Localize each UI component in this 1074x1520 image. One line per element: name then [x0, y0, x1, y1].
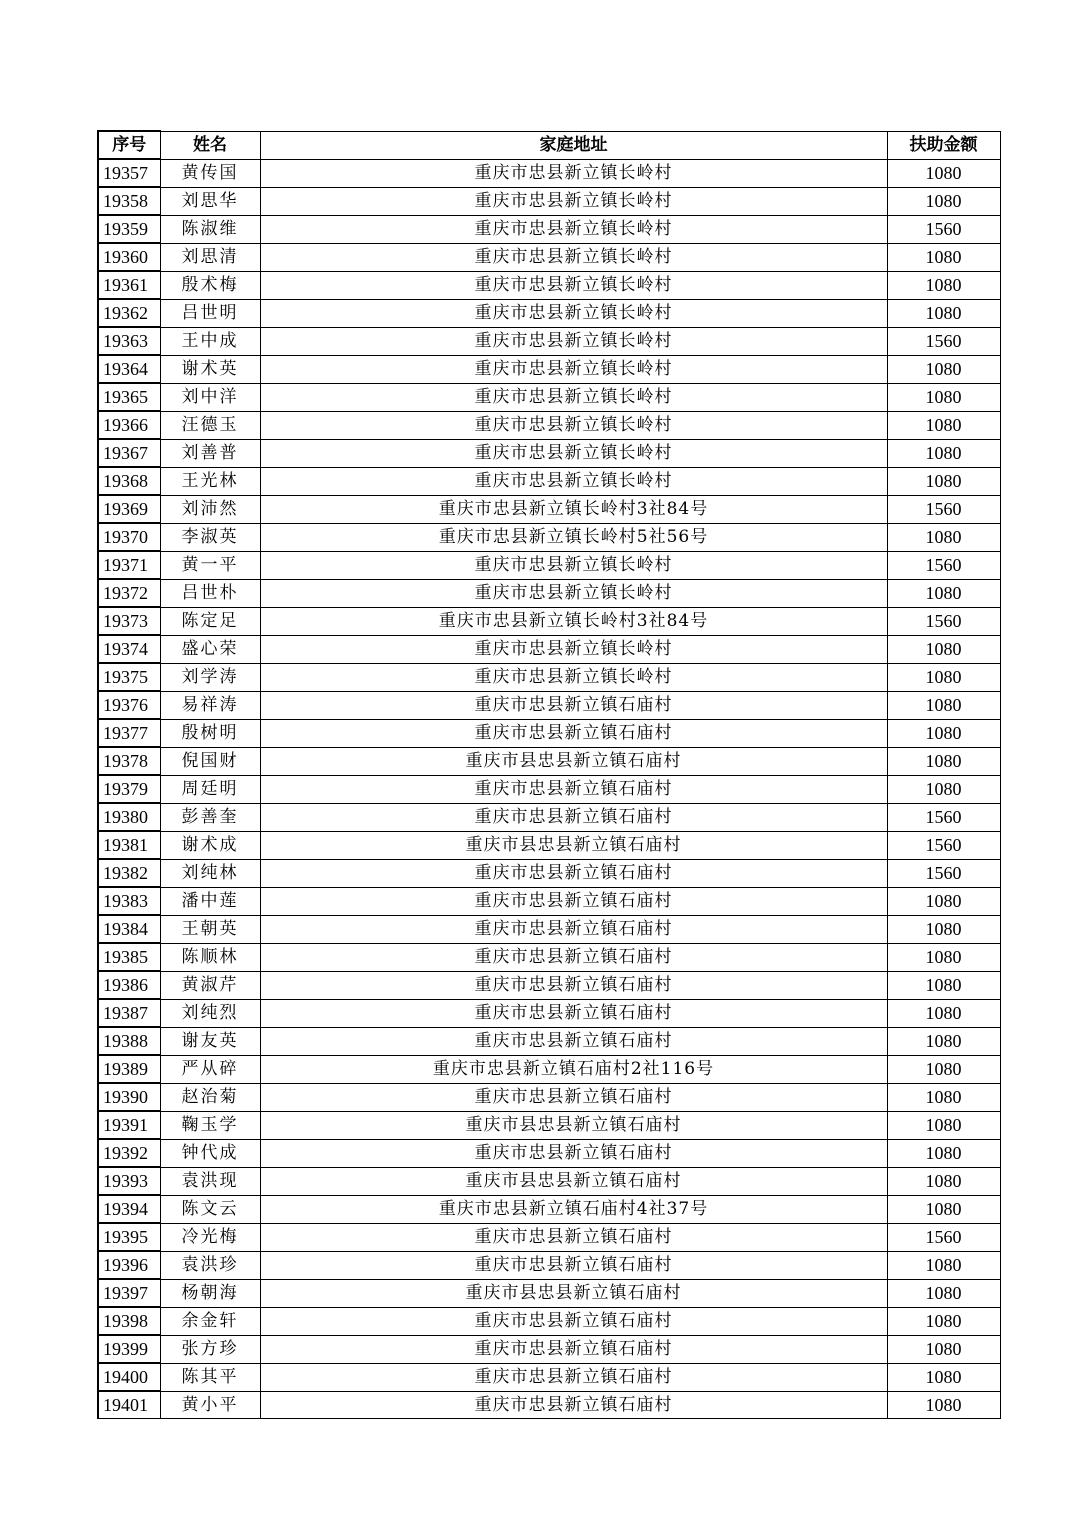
cell-address: 重庆市忠县新立镇长岭村	[260, 551, 887, 579]
cell-no: 19396	[98, 1251, 160, 1279]
header-address: 家庭地址	[260, 131, 887, 159]
cell-amount: 1080	[887, 915, 1000, 943]
table-row	[98, 1055, 1000, 1083]
cell-name: 谢友英	[160, 1027, 260, 1055]
cell-amount: 1080	[887, 1279, 1000, 1307]
cell-name: 严从碎	[160, 1055, 260, 1083]
cell-no: 19385	[98, 943, 160, 971]
cell-name: 王中成	[160, 327, 260, 355]
cell-name: 杨朝海	[160, 1279, 260, 1307]
cell-address: 重庆市县忠县新立镇石庙村	[260, 831, 887, 859]
cell-name: 彭善奎	[160, 803, 260, 831]
cell-name: 袁洪现	[160, 1167, 260, 1195]
cell-no: 19390	[98, 1083, 160, 1111]
cell-no: 19369	[98, 495, 160, 523]
cell-no: 19377	[98, 719, 160, 747]
cell-name: 黄淑芹	[160, 971, 260, 999]
table-row	[98, 971, 1000, 999]
cell-name: 袁洪珍	[160, 1251, 260, 1279]
cell-address: 重庆市忠县新立镇石庙村	[260, 1139, 887, 1167]
cell-amount: 1080	[887, 439, 1000, 467]
cell-name: 刘中洋	[160, 383, 260, 411]
cell-address: 重庆市忠县新立镇石庙村	[260, 1251, 887, 1279]
cell-name: 倪国财	[160, 747, 260, 775]
table-row	[98, 439, 1000, 467]
cell-name: 黄传国	[160, 159, 260, 187]
table-row	[98, 579, 1000, 607]
cell-no: 19363	[98, 327, 160, 355]
table-row	[98, 943, 1000, 971]
cell-address: 重庆市忠县新立镇长岭村3社84号	[260, 607, 887, 635]
cell-address: 重庆市忠县新立镇长岭村	[260, 159, 887, 187]
cell-amount: 1080	[887, 1139, 1000, 1167]
cell-no: 19400	[98, 1363, 160, 1391]
cell-name: 张方珍	[160, 1335, 260, 1363]
cell-amount: 1080	[887, 187, 1000, 215]
cell-address: 重庆市忠县新立镇石庙村	[260, 1223, 887, 1251]
table-row	[98, 1139, 1000, 1167]
cell-amount: 1080	[887, 383, 1000, 411]
cell-address: 重庆市忠县新立镇石庙村	[260, 719, 887, 747]
table-row	[98, 1363, 1000, 1391]
cell-amount: 1080	[887, 271, 1000, 299]
cell-no: 19381	[98, 831, 160, 859]
cell-no: 19368	[98, 467, 160, 495]
cell-amount: 1080	[887, 1055, 1000, 1083]
cell-name: 赵治菊	[160, 1083, 260, 1111]
table-row	[98, 383, 1000, 411]
cell-name: 钟代成	[160, 1139, 260, 1167]
cell-name: 鞠玉学	[160, 1111, 260, 1139]
table-row	[98, 159, 1000, 187]
cell-amount: 1080	[887, 775, 1000, 803]
cell-amount: 1080	[887, 1083, 1000, 1111]
cell-name: 陈文云	[160, 1195, 260, 1223]
cell-address: 重庆市忠县新立镇长岭村	[260, 187, 887, 215]
cell-address: 重庆市忠县新立镇长岭村	[260, 411, 887, 439]
cell-name: 冷光梅	[160, 1223, 260, 1251]
cell-amount: 1080	[887, 887, 1000, 915]
cell-amount: 1560	[887, 551, 1000, 579]
cell-amount: 1080	[887, 1027, 1000, 1055]
cell-no: 19388	[98, 1027, 160, 1055]
cell-no: 19387	[98, 999, 160, 1027]
cell-no: 19394	[98, 1195, 160, 1223]
cell-name: 刘学涛	[160, 663, 260, 691]
cell-amount: 1080	[887, 1111, 1000, 1139]
cell-amount: 1080	[887, 243, 1000, 271]
cell-address: 重庆市忠县新立镇石庙村	[260, 1363, 887, 1391]
cell-no: 19370	[98, 523, 160, 551]
cell-name: 陈顺林	[160, 943, 260, 971]
cell-amount: 1080	[887, 971, 1000, 999]
cell-name: 王朝英	[160, 915, 260, 943]
cell-name: 刘纯烈	[160, 999, 260, 1027]
cell-address: 重庆市忠县新立镇石庙村	[260, 803, 887, 831]
cell-name: 吕世朴	[160, 579, 260, 607]
cell-address: 重庆市忠县新立镇石庙村	[260, 887, 887, 915]
table-row	[98, 887, 1000, 915]
cell-address: 重庆市忠县新立镇石庙村	[260, 775, 887, 803]
table-row	[98, 215, 1000, 243]
table-row	[98, 719, 1000, 747]
cell-no: 19380	[98, 803, 160, 831]
cell-address: 重庆市忠县新立镇石庙村2社116号	[260, 1055, 887, 1083]
table-row	[98, 1027, 1000, 1055]
cell-name: 王光林	[160, 467, 260, 495]
cell-amount: 1080	[887, 1363, 1000, 1391]
cell-amount: 1560	[887, 495, 1000, 523]
table-row	[98, 999, 1000, 1027]
table-row	[98, 1251, 1000, 1279]
cell-no: 19398	[98, 1307, 160, 1335]
cell-no: 19359	[98, 215, 160, 243]
cell-address: 重庆市忠县新立镇石庙村	[260, 915, 887, 943]
cell-amount: 1560	[887, 803, 1000, 831]
cell-amount: 1080	[887, 747, 1000, 775]
table-row	[98, 803, 1000, 831]
cell-no: 19364	[98, 355, 160, 383]
cell-amount: 1080	[887, 999, 1000, 1027]
cell-no: 19379	[98, 775, 160, 803]
cell-amount: 1560	[887, 831, 1000, 859]
cell-name: 刘沛然	[160, 495, 260, 523]
cell-address: 重庆市忠县新立镇长岭村	[260, 635, 887, 663]
cell-address: 重庆市忠县新立镇长岭村	[260, 383, 887, 411]
table-row	[98, 187, 1000, 215]
cell-name: 刘思华	[160, 187, 260, 215]
table-row	[98, 691, 1000, 719]
table-row	[98, 243, 1000, 271]
cell-name: 刘纯林	[160, 859, 260, 887]
cell-name: 刘善普	[160, 439, 260, 467]
cell-amount: 1560	[887, 215, 1000, 243]
header-amount: 扶助金额	[887, 131, 1000, 159]
table-row	[98, 355, 1000, 383]
cell-amount: 1080	[887, 159, 1000, 187]
cell-address: 重庆市忠县新立镇石庙村	[260, 1027, 887, 1055]
cell-address: 重庆市县忠县新立镇石庙村	[260, 1279, 887, 1307]
cell-address: 重庆市忠县新立镇石庙村	[260, 1391, 887, 1419]
cell-no: 19358	[98, 187, 160, 215]
cell-address: 重庆市县忠县新立镇石庙村	[260, 747, 887, 775]
cell-amount: 1080	[887, 1195, 1000, 1223]
cell-name: 周廷明	[160, 775, 260, 803]
cell-amount: 1080	[887, 691, 1000, 719]
cell-amount: 1080	[887, 943, 1000, 971]
cell-no: 19391	[98, 1111, 160, 1139]
cell-amount: 1080	[887, 523, 1000, 551]
table-row	[98, 635, 1000, 663]
table-row	[98, 1391, 1000, 1419]
cell-no: 19386	[98, 971, 160, 999]
cell-address: 重庆市忠县新立镇石庙村	[260, 1335, 887, 1363]
cell-no: 19395	[98, 1223, 160, 1251]
table-row	[98, 831, 1000, 859]
cell-no: 19378	[98, 747, 160, 775]
cell-name: 吕世明	[160, 299, 260, 327]
cell-amount: 1560	[887, 607, 1000, 635]
cell-address: 重庆市忠县新立镇石庙村4社37号	[260, 1195, 887, 1223]
cell-no: 19365	[98, 383, 160, 411]
table-row	[98, 1279, 1000, 1307]
table-row	[98, 1083, 1000, 1111]
cell-name: 谢术英	[160, 355, 260, 383]
cell-name: 李淑英	[160, 523, 260, 551]
cell-address: 重庆市忠县新立镇石庙村	[260, 1083, 887, 1111]
table-row	[98, 551, 1000, 579]
cell-address: 重庆市忠县新立镇长岭村	[260, 299, 887, 327]
cell-no: 19401	[98, 1391, 160, 1419]
table-row	[98, 327, 1000, 355]
table-row	[98, 467, 1000, 495]
cell-no: 19375	[98, 663, 160, 691]
cell-address: 重庆市忠县新立镇石庙村	[260, 943, 887, 971]
cell-no: 19397	[98, 1279, 160, 1307]
table-row	[98, 299, 1000, 327]
cell-address: 重庆市忠县新立镇石庙村	[260, 1307, 887, 1335]
cell-name: 黄小平	[160, 1391, 260, 1419]
cell-amount: 1080	[887, 1307, 1000, 1335]
cell-name: 陈定足	[160, 607, 260, 635]
cell-address: 重庆市忠县新立镇长岭村	[260, 243, 887, 271]
cell-no: 19384	[98, 915, 160, 943]
cell-amount: 1080	[887, 719, 1000, 747]
cell-amount: 1080	[887, 1167, 1000, 1195]
cell-address: 重庆市忠县新立镇长岭村	[260, 579, 887, 607]
table-row	[98, 663, 1000, 691]
cell-no: 19373	[98, 607, 160, 635]
cell-address: 重庆市忠县新立镇石庙村	[260, 859, 887, 887]
cell-no: 19357	[98, 159, 160, 187]
cell-no: 19360	[98, 243, 160, 271]
table-row	[98, 411, 1000, 439]
header-name: 姓名	[160, 131, 260, 159]
cell-address: 重庆市忠县新立镇长岭村	[260, 271, 887, 299]
table-row	[98, 859, 1000, 887]
cell-amount: 1080	[887, 1391, 1000, 1419]
cell-name: 陈其平	[160, 1363, 260, 1391]
table-row	[98, 1307, 1000, 1335]
table-row	[98, 523, 1000, 551]
cell-no: 19399	[98, 1335, 160, 1363]
cell-no: 19372	[98, 579, 160, 607]
cell-address: 重庆市忠县新立镇长岭村	[260, 439, 887, 467]
cell-no: 19366	[98, 411, 160, 439]
table-row	[98, 1223, 1000, 1251]
cell-no: 19374	[98, 635, 160, 663]
header-row	[98, 131, 1000, 159]
cell-name: 谢术成	[160, 831, 260, 859]
table-row	[98, 747, 1000, 775]
cell-amount: 1080	[887, 467, 1000, 495]
cell-name: 陈淑维	[160, 215, 260, 243]
cell-name: 黄一平	[160, 551, 260, 579]
cell-no: 19362	[98, 299, 160, 327]
cell-address: 重庆市忠县新立镇长岭村	[260, 355, 887, 383]
cell-amount: 1560	[887, 327, 1000, 355]
cell-no: 19376	[98, 691, 160, 719]
cell-amount: 1080	[887, 1335, 1000, 1363]
cell-name: 殷术梅	[160, 271, 260, 299]
cell-no: 19383	[98, 887, 160, 915]
table-row	[98, 1111, 1000, 1139]
cell-address: 重庆市忠县新立镇长岭村	[260, 327, 887, 355]
cell-name: 盛心荣	[160, 635, 260, 663]
cell-amount: 1080	[887, 299, 1000, 327]
cell-name: 殷树明	[160, 719, 260, 747]
cell-amount: 1080	[887, 1251, 1000, 1279]
table-row	[98, 1195, 1000, 1223]
table-row	[98, 1335, 1000, 1363]
cell-address: 重庆市忠县新立镇长岭村	[260, 215, 887, 243]
cell-no: 19382	[98, 859, 160, 887]
cell-name: 汪德玉	[160, 411, 260, 439]
cell-address: 重庆市忠县新立镇石庙村	[260, 971, 887, 999]
cell-no: 19361	[98, 271, 160, 299]
table-row	[98, 775, 1000, 803]
cell-address: 重庆市县忠县新立镇石庙村	[260, 1111, 887, 1139]
cell-amount: 1080	[887, 355, 1000, 383]
table-row	[98, 1167, 1000, 1195]
cell-address: 重庆市忠县新立镇长岭村5社56号	[260, 523, 887, 551]
cell-no: 19393	[98, 1167, 160, 1195]
cell-no: 19389	[98, 1055, 160, 1083]
cell-name: 易祥涛	[160, 691, 260, 719]
cell-address: 重庆市县忠县新立镇石庙村	[260, 1167, 887, 1195]
table-row	[98, 915, 1000, 943]
cell-amount: 1560	[887, 859, 1000, 887]
table-row	[98, 607, 1000, 635]
cell-no: 19371	[98, 551, 160, 579]
table-row	[98, 271, 1000, 299]
cell-address: 重庆市忠县新立镇长岭村	[260, 467, 887, 495]
cell-amount: 1080	[887, 411, 1000, 439]
table-body	[98, 159, 1000, 1419]
header-no: 序号	[98, 131, 160, 159]
cell-address: 重庆市忠县新立镇石庙村	[260, 999, 887, 1027]
cell-no: 19392	[98, 1139, 160, 1167]
cell-no: 19367	[98, 439, 160, 467]
table-row	[98, 495, 1000, 523]
cell-amount: 1080	[887, 663, 1000, 691]
cell-name: 刘思清	[160, 243, 260, 271]
cell-address: 重庆市忠县新立镇石庙村	[260, 691, 887, 719]
cell-address: 重庆市忠县新立镇长岭村3社84号	[260, 495, 887, 523]
cell-amount: 1080	[887, 579, 1000, 607]
cell-address: 重庆市忠县新立镇长岭村	[260, 663, 887, 691]
assistance-table	[97, 130, 1001, 1419]
cell-amount: 1560	[887, 1223, 1000, 1251]
cell-name: 潘中莲	[160, 887, 260, 915]
cell-amount: 1080	[887, 635, 1000, 663]
cell-name: 余金轩	[160, 1307, 260, 1335]
